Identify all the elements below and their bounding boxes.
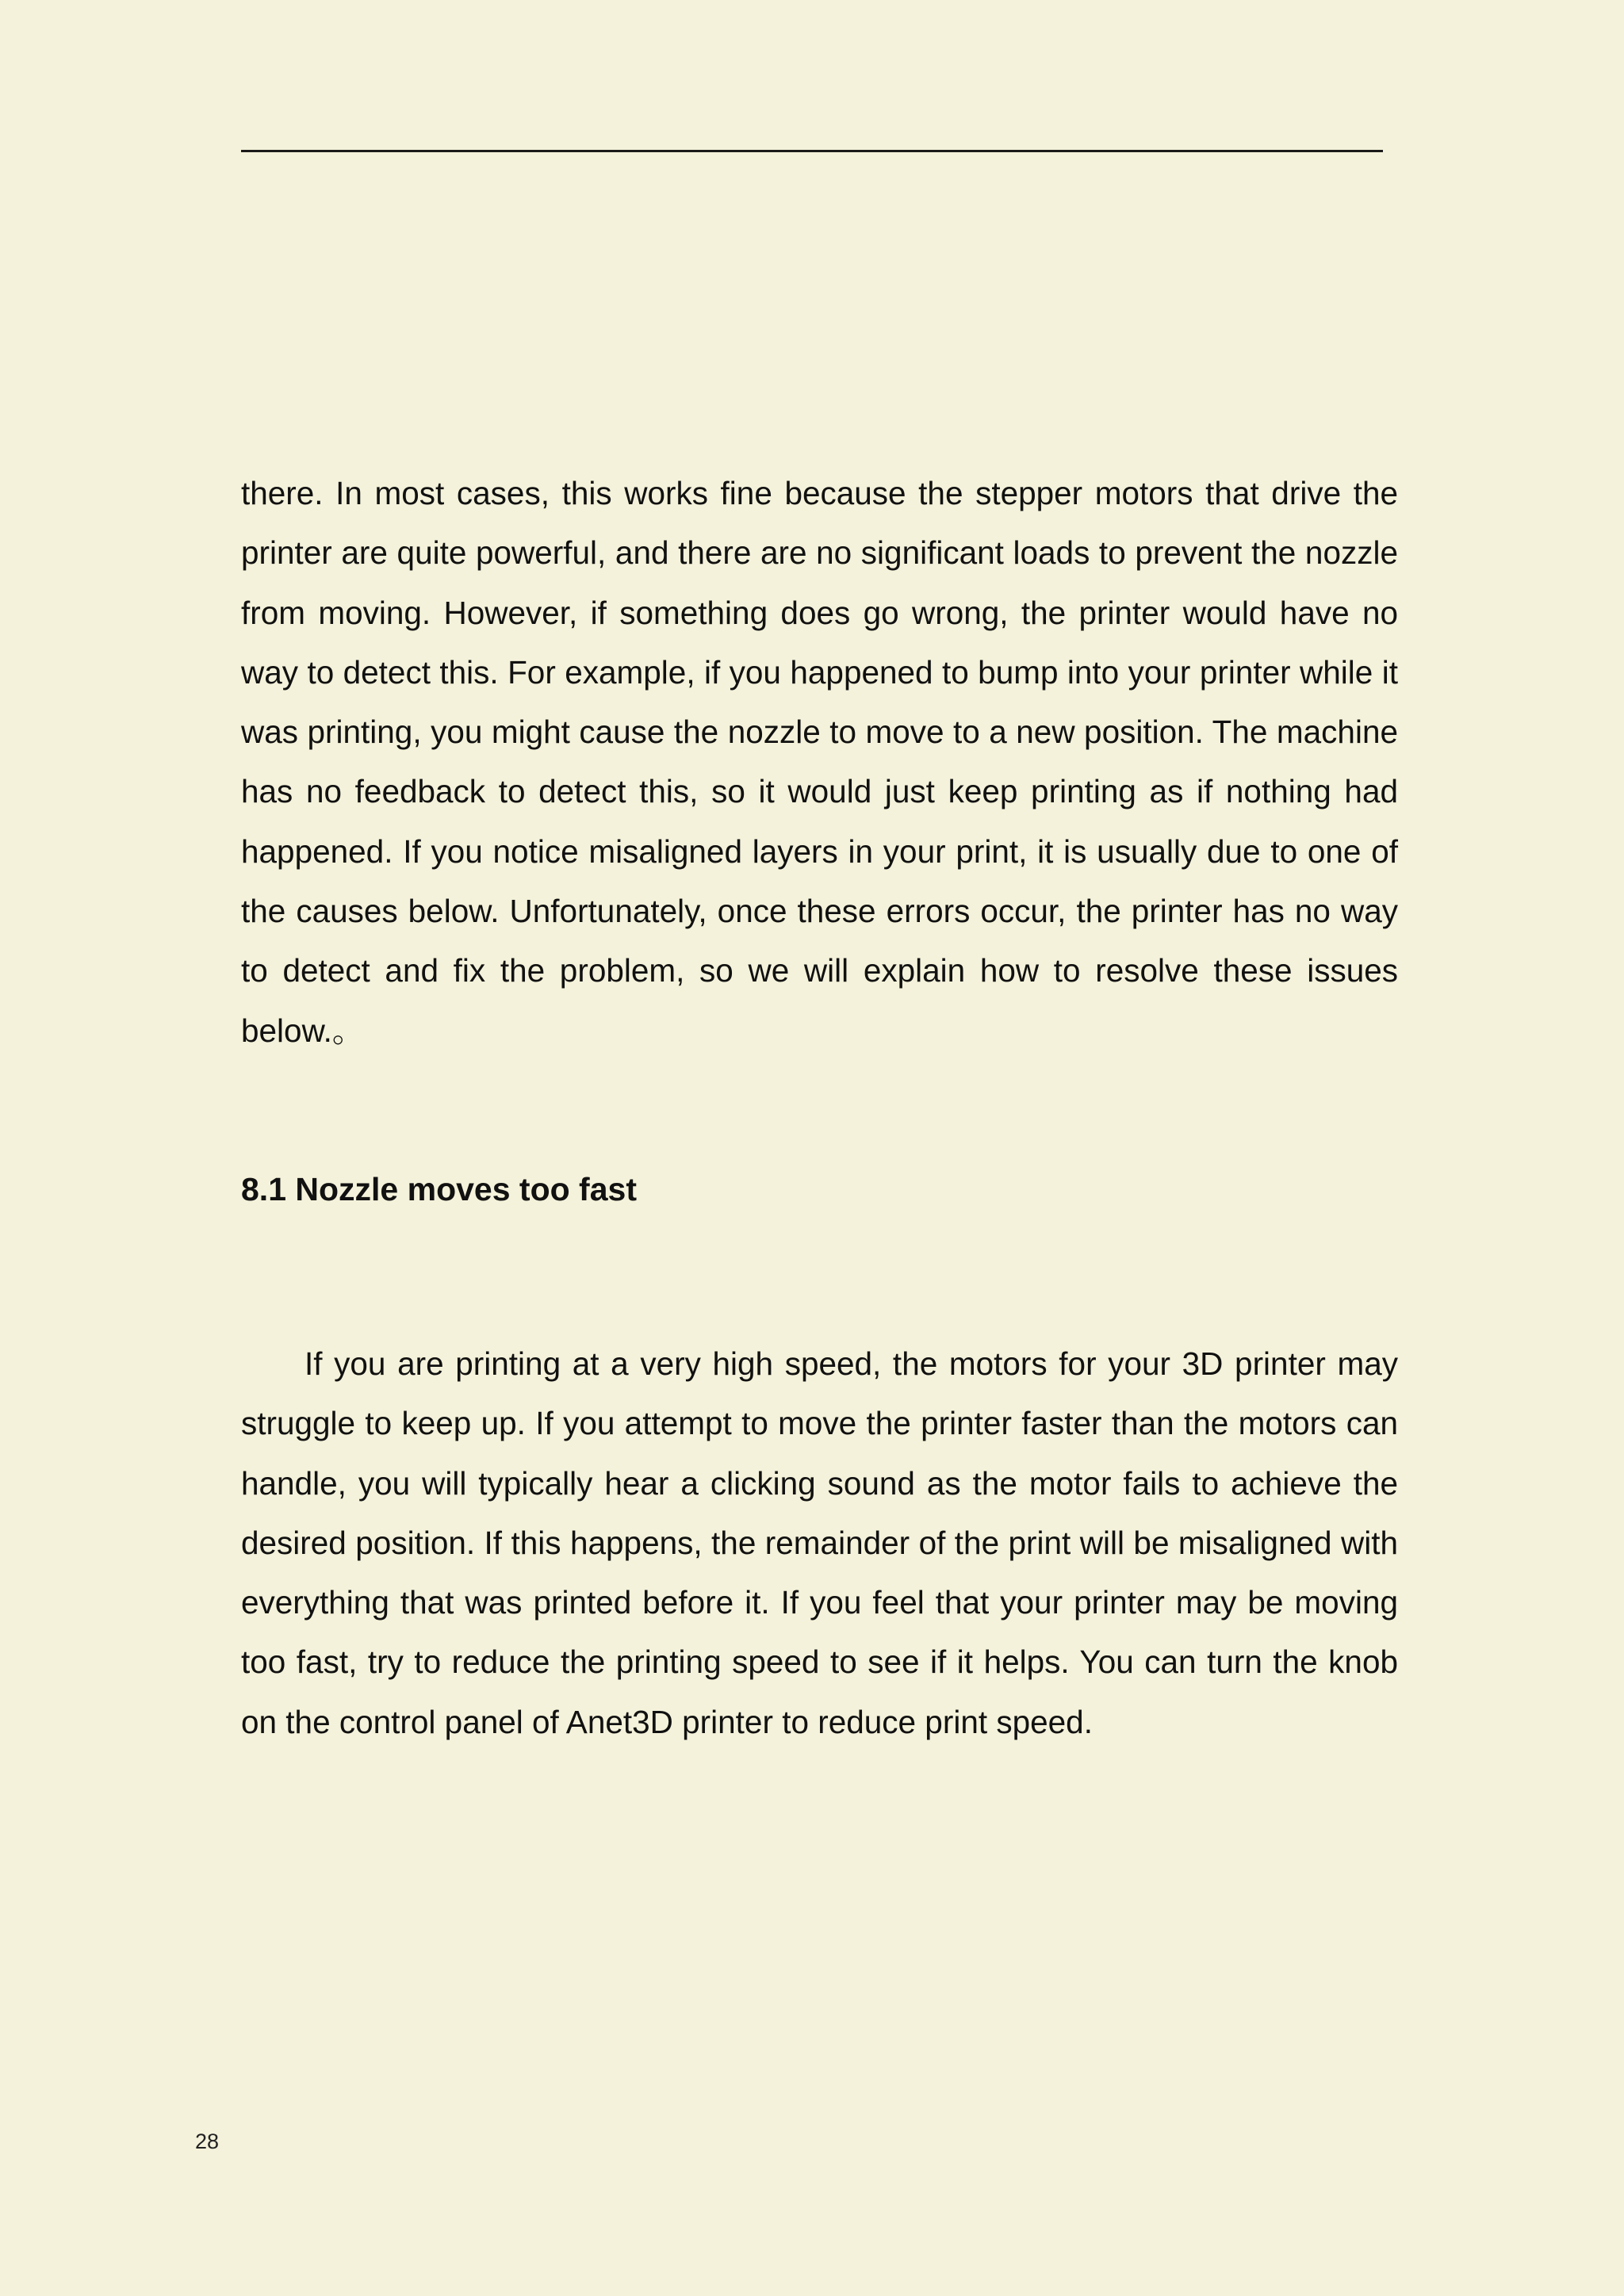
header-rule (241, 150, 1383, 152)
body-paragraph: If you are printing at a very high speed, the motors for your 3D printer may struggle to keep up. If you attempt to move the printer faster than the motors can handle, you will typically hear a clicking sound as the motor fails to achieve the desired position. If this happens, the remainder of the print will be misaligned with everything that was printed before it. If you feel that your printer may be moving too fast, try to reduce the printing speed to see if it helps. You can turn the knob on the control panel of Anet3D printer to reduce print speed. (241, 1345, 1398, 1740)
section-heading: 8.1 Nozzle moves too fast (241, 1171, 637, 1207)
body-paragraph: there. In most cases, this works fine because the stepper motors that drive the printer are quite powerful, and there are no significant loads to prevent the nozzle from moving. However, if something does go wrong, the printer would have no way to detect this. For example, if you happened to bump into your printer while it was printing, you might cause the nozzle to move to a new position. The machine has no feedback to detect this, so it would just keep printing as if nothing had happened. If you notice misaligned layers in your print, it is usually due to one of the causes below. Unfortunately, once these errors occur, the printer has no way to detect and fix the problem, so we will explain how to resolve these issues below.。 (241, 475, 1398, 1049)
page-number: 28 (195, 2130, 220, 2153)
